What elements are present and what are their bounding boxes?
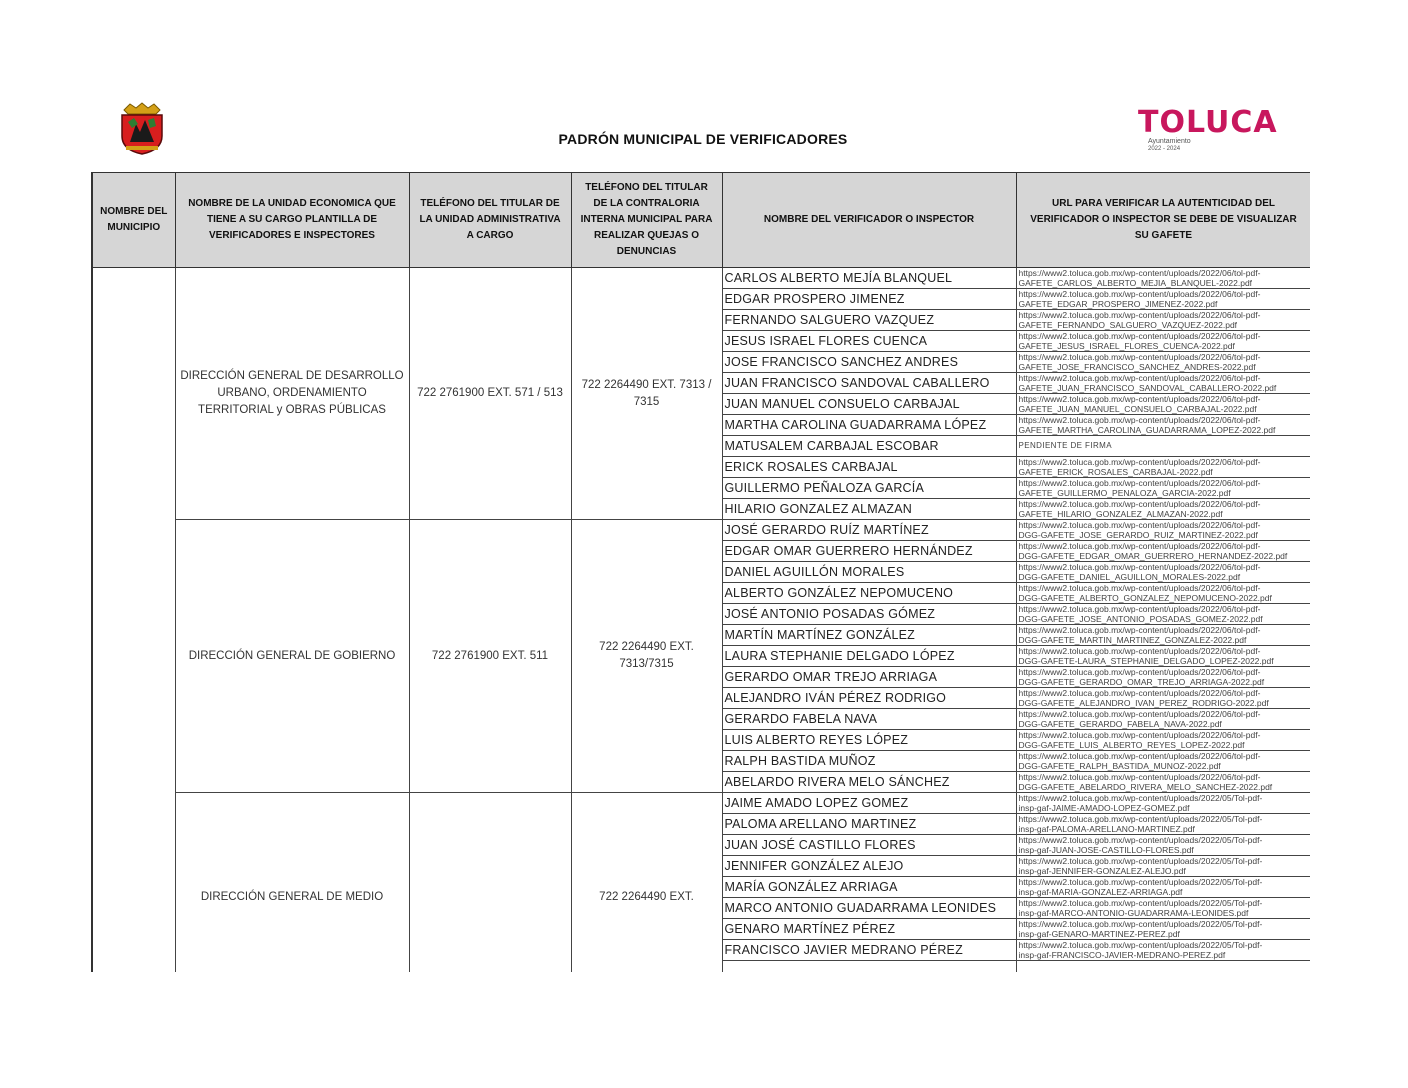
gafete-url-line-2[interactable]: GAFETE_MARTHA_CAROLINA_GUADARRAMA_LOPEZ-2022.pdf — [1018, 425, 1276, 435]
gafete-url-line-1[interactable]: https://www2.toluca.gob.mx/wp-content/uploads/2022/06/tol-pdf- — [1018, 394, 1261, 404]
cell-tel-contraloria: 722 2264490 EXT. — [571, 793, 722, 973]
gafete-url-line-2[interactable]: DGG-GAFETE_DANIEL_AGUILLON_MORALES-2022.pdf — [1018, 572, 1241, 582]
cell-verificador-name: FERNANDO SALGUERO VAZQUEZ — [722, 310, 1016, 331]
cell-tel-titular: 722 2761900 EXT. 511 — [409, 520, 571, 793]
gafete-url-line-1[interactable]: https://www2.toluca.gob.mx/wp-content/uploads/2022/06/tol-pdf- — [1018, 289, 1261, 299]
cell-gafete-url[interactable] — [1016, 856, 1310, 877]
header-tel-contraloria: TELÉFONO DEL TITULAR DE LA CONTRALORIA INTERNA MUNICIPAL PARA REALIZAR QUEJAS O DENUNCIAS — [571, 173, 722, 268]
cell-gafete-url[interactable] — [1016, 583, 1310, 604]
page-title: PADRÓN MUNICIPAL DE VERIFICADORES — [558, 131, 848, 147]
header-verificador: NOMBRE DEL VERIFICADOR O INSPECTOR — [722, 173, 1016, 268]
cell-verificador-name: HILARIO GONZALEZ ALMAZAN — [722, 499, 1016, 520]
gafete-url-line-1[interactable]: https://www2.toluca.gob.mx/wp-content/uploads/2022/06/tol-pdf- — [1018, 352, 1261, 362]
gafete-url-line-2[interactable]: insp-gaf-GENARO-MARTINEZ-PEREZ.pdf — [1018, 929, 1180, 939]
cell-verificador-name: PALOMA ARELLANO MARTINEZ — [722, 814, 1016, 835]
gafete-url-line-1[interactable]: https://www2.toluca.gob.mx/wp-content/uploads/2022/05/Tol-pdf- — [1018, 793, 1263, 803]
gafete-url-line-1[interactable]: https://www2.toluca.gob.mx/wp-content/uploads/2022/06/tol-pdf- — [1018, 520, 1261, 530]
gafete-url-line-2[interactable]: GAFETE_CARLOS_ALBERTO_MEJIA_BLANQUEL-2022.pdf — [1018, 278, 1253, 288]
cell-gafete-url[interactable] — [1016, 793, 1310, 814]
gafete-url-line-1[interactable]: https://www2.toluca.gob.mx/wp-content/uploads/2022/06/tol-pdf- — [1018, 373, 1261, 383]
gafete-url-line-1[interactable]: https://www2.toluca.gob.mx/wp-content/uploads/2022/06/tol-pdf- — [1018, 478, 1261, 488]
gafete-url-line-2[interactable]: DGG-GAFETE_ALEJANDRO_IVAN_PEREZ_RODRIGO-2022.pdf — [1018, 698, 1269, 708]
logo-subtitle: Ayuntamiento — [1148, 138, 1191, 145]
gafete-url-line-2[interactable]: DGG-GAFETE_ALBERTO_GONZALEZ_NEPOMUCENO-2022.pdf — [1018, 593, 1272, 603]
cell-verificador-name — [722, 961, 1016, 973]
gafete-url-line-2[interactable]: GAFETE_GUILLERMO_PENALOZA_GARCIA-2022.pdf — [1018, 488, 1231, 498]
gafete-url-line-1[interactable]: https://www2.toluca.gob.mx/wp-content/uploads/2022/06/tol-pdf- — [1018, 730, 1261, 740]
cell-verificador-name: CARLOS ALBERTO MEJÍA BLANQUEL — [722, 268, 1016, 289]
gafete-url-line-2[interactable]: insp-gaf-MARCO-ANTONIO-GUADARRAMA-LEONIDES.pdf — [1018, 908, 1249, 918]
gafete-url-line-2[interactable]: DGG-GAFETE_LUIS_ALBERTO_REYES_LOPEZ-2022.pdf — [1018, 740, 1245, 750]
gafete-url-line-2[interactable]: insp-gaf-JUAN-JOSE-CASTILLO-FLORES.pdf — [1018, 845, 1194, 855]
cell-verificador-name: MARTÍN MARTÍNEZ GONZÁLEZ — [722, 625, 1016, 646]
cell-tel-titular: 722 2761900 EXT. 571 / 513 — [409, 268, 571, 520]
cell-verificador-name: GERARDO FABELA NAVA — [722, 709, 1016, 730]
cell-verificador-name: MARCO ANTONIO GUADARRAMA LEONIDES — [722, 898, 1016, 919]
cell-tel-titular — [409, 793, 571, 973]
gafete-url-line-2[interactable]: DGG-GAFETE_JOSE_GERARDO_RUIZ_MARTINEZ-2022.pdf — [1018, 530, 1258, 540]
gafete-url-line-2[interactable]: GAFETE_JOSE_FRANCISCO_SANCHEZ_ANDRES-2022.pdf — [1018, 362, 1256, 372]
gafete-url-line-1[interactable]: https://www2.toluca.gob.mx/wp-content/uploads/2022/06/tol-pdf- — [1018, 541, 1261, 551]
gafete-url-line-2[interactable]: GAFETE_FERNANDO_SALGUERO_VAZQUEZ-2022.pdf — [1018, 320, 1238, 330]
cell-verificador-name: GENARO MARTÍNEZ PÉREZ — [722, 919, 1016, 940]
gafete-url-line-1[interactable]: https://www2.toluca.gob.mx/wp-content/uploads/2022/05/Tol-pdf- — [1018, 898, 1263, 908]
cell-verificador-name: MARÍA GONZÁLEZ ARRIAGA — [722, 877, 1016, 898]
cell-gafete-url[interactable] — [1016, 436, 1310, 457]
cell-verificador-name: JOSÉ ANTONIO POSADAS GÓMEZ — [722, 604, 1016, 625]
cell-verificador-name: EDGAR PROSPERO JIMENEZ — [722, 289, 1016, 310]
cell-verificador-name: JUAN MANUEL CONSUELO CARBAJAL — [722, 394, 1016, 415]
gafete-url-line-2[interactable]: insp-gaf-JENNIFER-GONZALEZ-ALEJO.pdf — [1018, 866, 1186, 876]
cell-verificador-name: LUIS ALBERTO REYES LÓPEZ — [722, 730, 1016, 751]
cell-verificador-name: MATUSALEM CARBAJAL ESCOBAR — [722, 436, 1016, 457]
gafete-url-line-1[interactable]: https://www2.toluca.gob.mx/wp-content/uploads/2022/06/tol-pdf- — [1018, 646, 1261, 656]
header-url: URL PARA VERIFICAR LA AUTENTICIDAD DEL VERIFICADOR O INSPECTOR SE DEBE DE VISUALIZAR SU GAFETE — [1016, 173, 1310, 268]
cell-gafete-url[interactable] — [1016, 751, 1310, 772]
cell-verificador-name: ALEJANDRO IVÁN PÉREZ RODRIGO — [722, 688, 1016, 709]
gafete-url-line-2[interactable]: GAFETE_JESUS_ISRAEL_FLORES_CUENCA-2022.pdf — [1018, 341, 1235, 351]
cell-gafete-url[interactable] — [1016, 898, 1310, 919]
cell-gafete-url[interactable] — [1016, 667, 1310, 688]
gafete-url-line-1[interactable]: https://www2.toluca.gob.mx/wp-content/uploads/2022/06/tol-pdf- — [1018, 562, 1261, 572]
gafete-url-line-2[interactable]: DGG-GAFETE_JOSE_ANTONIO_POSADAS_GOMEZ-2022.pdf — [1018, 614, 1263, 624]
cell-verificador-name: GUILLERMO PEÑALOZA GARCÍA — [722, 478, 1016, 499]
cell-verificador-name: JESUS ISRAEL FLORES CUENCA — [722, 331, 1016, 352]
cell-gafete-url[interactable] — [1016, 394, 1310, 415]
gafete-url-line-1[interactable]: https://www2.toluca.gob.mx/wp-content/uploads/2022/06/tol-pdf- — [1018, 499, 1261, 509]
cell-verificador-name: FRANCISCO JAVIER MEDRANO PÉREZ — [722, 940, 1016, 961]
verifiers-table — [91, 172, 1310, 972]
gafete-url-line-2[interactable]: DGG-GAFETE_GERARDO_FABELA_NAVA-2022.pdf — [1018, 719, 1222, 729]
gafete-url-line-2[interactable]: insp-gaf-JAIME-AMADO-LOPEZ-GOMEZ.pdf — [1018, 803, 1190, 813]
gafete-url-line-1[interactable]: https://www2.toluca.gob.mx/wp-content/uploads/2022/06/tol-pdf- — [1018, 688, 1261, 698]
cell-verificador-name: JOSÉ GERARDO RUÍZ MARTÍNEZ — [722, 520, 1016, 541]
cell-municipio — [92, 268, 175, 973]
header-municipio: NOMBRE DEL MUNICIPIO — [92, 173, 175, 268]
gafete-url-line-1[interactable]: https://www2.toluca.gob.mx/wp-content/uploads/2022/05/Tol-pdf- — [1018, 814, 1263, 824]
cell-gafete-url[interactable] — [1016, 961, 1310, 973]
gafete-url-line-2[interactable]: insp-gaf-MARIA-GONZALEZ-ARRIAGA.pdf — [1018, 887, 1183, 897]
cell-gafete-url[interactable] — [1016, 352, 1310, 373]
gafete-url-line-2[interactable]: GAFETE_ERICK_ROSALES_CARBAJAL-2022.pdf — [1018, 467, 1213, 477]
gafete-url-line-1[interactable]: https://www2.toluca.gob.mx/wp-content/uploads/2022/06/tol-pdf- — [1018, 625, 1261, 635]
verifiers-table-container — [91, 172, 1310, 972]
cell-unidad: DIRECCIÓN GENERAL DE DESARROLLO URBANO, ORDENAMIENTO TERRITORIAL y OBRAS PÚBLICAS — [175, 268, 409, 520]
cell-unidad: DIRECCIÓN GENERAL DE GOBIERNO — [175, 520, 409, 793]
gafete-url-line-1[interactable]: https://www2.toluca.gob.mx/wp-content/uploads/2022/06/tol-pdf- — [1018, 331, 1261, 341]
cell-verificador-name: JOSE FRANCISCO SANCHEZ ANDRES — [722, 352, 1016, 373]
cell-gafete-url[interactable] — [1016, 919, 1310, 940]
cell-verificador-name: JENNIFER GONZÁLEZ ALEJO — [722, 856, 1016, 877]
gafete-url-line-1[interactable]: https://www2.toluca.gob.mx/wp-content/uploads/2022/06/tol-pdf- — [1018, 772, 1261, 782]
cell-verificador-name: DANIEL AGUILLÓN MORALES — [722, 562, 1016, 583]
cell-gafete-url[interactable] — [1016, 709, 1310, 730]
cell-gafete-url[interactable] — [1016, 268, 1310, 289]
gafete-url-line-2[interactable]: DGG-GAFETE_MARTIN_MARTINEZ_GONZALEZ-2022.pdf — [1018, 635, 1247, 645]
gafete-url-line-1[interactable]: https://www2.toluca.gob.mx/wp-content/uploads/2022/06/tol-pdf- — [1018, 751, 1261, 761]
cell-gafete-url[interactable] — [1016, 835, 1310, 856]
table-header-row — [92, 173, 1310, 268]
cell-gafete-url[interactable] — [1016, 625, 1310, 646]
cell-gafete-url[interactable] — [1016, 457, 1310, 478]
cell-gafete-url[interactable] — [1016, 604, 1310, 625]
gafete-url-line-2[interactable]: DGG-GAFETE_RALPH_BASTIDA_MUNOZ-2022.pdf — [1018, 761, 1221, 771]
cell-gafete-url[interactable] — [1016, 562, 1310, 583]
cell-gafete-url[interactable] — [1016, 877, 1310, 898]
gafete-url-line-1[interactable]: https://www2.toluca.gob.mx/wp-content/uploads/2022/05/Tol-pdf- — [1018, 940, 1263, 950]
cell-verificador-name: MARTHA CAROLINA GUADARRAMA LÓPEZ — [722, 415, 1016, 436]
gafete-url-line-2[interactable]: insp-gaf-FRANCISCO-JAVIER-MEDRANO-PEREZ.pdf — [1018, 950, 1226, 960]
cell-verificador-name: ABELARDO RIVERA MELO SÁNCHEZ — [722, 772, 1016, 793]
gafete-url-line-2[interactable]: DGG-GAFETE_EDGAR_OMAR_GUERRERO_HERNANDEZ-2022.pdf — [1018, 551, 1288, 561]
table-row — [92, 520, 1310, 541]
table-row — [92, 793, 1310, 814]
toluca-wordmark: TOLUCA — [1138, 105, 1278, 140]
cell-verificador-name: LAURA STEPHANIE DELGADO LÓPEZ — [722, 646, 1016, 667]
cell-gafete-url[interactable] — [1016, 730, 1310, 751]
cell-gafete-url[interactable] — [1016, 940, 1310, 961]
cell-verificador-name: ERICK ROSALES CARBAJAL — [722, 457, 1016, 478]
cell-gafete-url[interactable] — [1016, 499, 1310, 520]
cell-gafete-url[interactable] — [1016, 331, 1310, 352]
cell-verificador-name: JAIME AMADO LOPEZ GOMEZ — [722, 793, 1016, 814]
header-tel-titular: TELÉFONO DEL TITULAR DE LA UNIDAD ADMINISTRATIVA A CARGO — [409, 173, 571, 268]
gafete-url-line-2[interactable]: GAFETE_HILARIO_GONZALEZ_ALMAZAN-2022.pdf — [1018, 509, 1223, 519]
table-body — [92, 268, 1310, 973]
gafete-url-line-1[interactable]: https://www2.toluca.gob.mx/wp-content/uploads/2022/06/tol-pdf- — [1018, 415, 1261, 425]
cell-tel-contraloria: 722 2264490 EXT. 7313 / 7315 — [571, 268, 722, 520]
gafete-url-line-2[interactable]: GAFETE_JUAN_FRANCISCO_SANDOVAL_CABALLERO-2022.pdf — [1018, 383, 1277, 393]
cell-verificador-name: JUAN FRANCISCO SANDOVAL CABALLERO — [722, 373, 1016, 394]
cell-gafete-url[interactable] — [1016, 688, 1310, 709]
table-row — [92, 268, 1310, 289]
gafete-url-line-2[interactable]: insp-gaf-PALOMA-ARELLANO-MARTINEZ.pdf — [1018, 824, 1195, 834]
cell-gafete-url[interactable] — [1016, 478, 1310, 499]
cell-verificador-name: EDGAR OMAR GUERRERO HERNÁNDEZ — [722, 541, 1016, 562]
cell-gafete-url[interactable] — [1016, 310, 1310, 331]
gafete-url-line-2[interactable]: DGG-GAFETE_GERARDO_OMAR_TREJO_ARRIAGA-2022.pdf — [1018, 677, 1265, 687]
gafete-url-line-2[interactable]: GAFETE_JUAN_MANUEL_CONSUELO_CARBAJAL-2022.pdf — [1018, 404, 1257, 414]
gafete-url-line-1[interactable]: https://www2.toluca.gob.mx/wp-content/uploads/2022/06/tol-pdf- — [1018, 667, 1261, 677]
cell-verificador-name: GERARDO OMAR TREJO ARRIAGA — [722, 667, 1016, 688]
cell-gafete-url[interactable] — [1016, 415, 1310, 436]
cell-verificador-name: JUAN JOSÉ CASTILLO FLORES — [722, 835, 1016, 856]
gafete-url-line-1[interactable]: PENDIENTE DE FIRMA — [1018, 441, 1112, 450]
cell-gafete-url[interactable] — [1016, 646, 1310, 667]
gafete-url-line-1[interactable]: https://www2.toluca.gob.mx/wp-content/uploads/2022/05/Tol-pdf- — [1018, 919, 1263, 929]
cell-gafete-url[interactable] — [1016, 814, 1310, 835]
gafete-url-line-1[interactable]: https://www2.toluca.gob.mx/wp-content/uploads/2022/05/Tol-pdf- — [1018, 856, 1263, 866]
gafete-url-line-2[interactable]: DGG-GAFETE_ABELARDO_RIVERA_MELO_SANCHEZ-2022.pdf — [1018, 782, 1273, 792]
cell-gafete-url[interactable] — [1016, 289, 1310, 310]
gafete-url-line-1[interactable]: https://www2.toluca.gob.mx/wp-content/uploads/2022/05/Tol-pdf- — [1018, 835, 1263, 845]
cell-gafete-url[interactable] — [1016, 373, 1310, 394]
cell-gafete-url[interactable] — [1016, 520, 1310, 541]
gafete-url-line-1[interactable]: https://www2.toluca.gob.mx/wp-content/uploads/2022/06/tol-pdf- — [1018, 268, 1261, 278]
gafete-url-line-2[interactable]: GAFETE_EDGAR_PROSPERO_JIMENEZ-2022.pdf — [1018, 299, 1218, 309]
cell-verificador-name: RALPH BASTIDA MUÑOZ — [722, 751, 1016, 772]
header-unidad: NOMBRE DE LA UNIDAD ECONOMICA QUE TIENE A SU CARGO PLANTILLA DE VERIFICADORES E INSPECTORES — [175, 173, 409, 268]
cell-gafete-url[interactable] — [1016, 772, 1310, 793]
gafete-url-line-1[interactable]: https://www2.toluca.gob.mx/wp-content/uploads/2022/06/tol-pdf- — [1018, 709, 1261, 719]
gafete-url-line-1[interactable]: https://www2.toluca.gob.mx/wp-content/uploads/2022/05/Tol-pdf- — [1018, 877, 1263, 887]
coat-of-arms-icon — [118, 102, 166, 156]
cell-verificador-name: ALBERTO GONZÁLEZ NEPOMUCENO — [722, 583, 1016, 604]
gafete-url-line-1[interactable]: https://www2.toluca.gob.mx/wp-content/uploads/2022/06/tol-pdf- — [1018, 583, 1261, 593]
cell-tel-contraloria: 722 2264490 EXT. 7313/7315 — [571, 520, 722, 793]
cell-unidad: DIRECCIÓN GENERAL DE MEDIO — [175, 793, 409, 973]
cell-gafete-url[interactable] — [1016, 541, 1310, 562]
gafete-url-line-1[interactable]: https://www2.toluca.gob.mx/wp-content/uploads/2022/06/tol-pdf- — [1018, 310, 1261, 320]
gafete-url-line-1[interactable]: https://www2.toluca.gob.mx/wp-content/uploads/2022/06/tol-pdf- — [1018, 604, 1261, 614]
gafete-url-line-1[interactable]: https://www2.toluca.gob.mx/wp-content/uploads/2022/06/tol-pdf- — [1018, 457, 1261, 467]
logo-period: 2022 - 2024 — [1148, 146, 1181, 152]
gafete-url-line-2[interactable]: DGG-GAFETE-LAURA_STEPHANIE_DELGADO_LOPEZ-2022.pdf — [1018, 656, 1274, 666]
